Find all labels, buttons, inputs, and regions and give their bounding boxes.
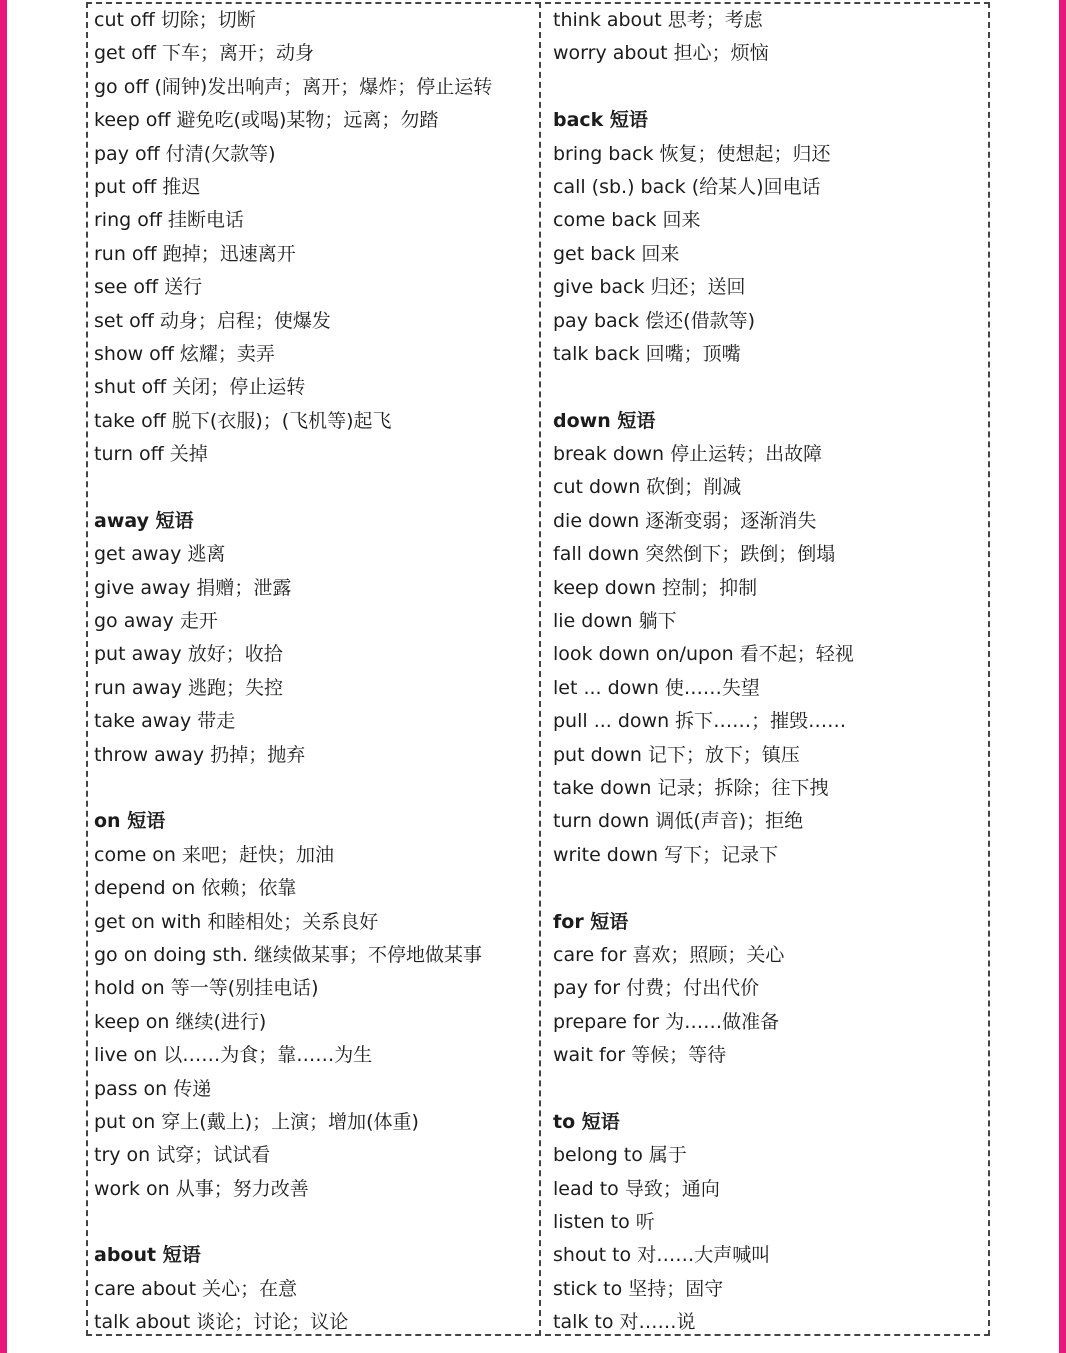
section-gap	[94, 471, 534, 504]
phrase-item: go off (闹钟)发出响声；离开；爆炸；停止运转	[94, 75, 493, 98]
for-section	[553, 906, 983, 1073]
left-edge-bar	[0, 0, 7, 1353]
back-section	[553, 104, 983, 371]
phrase-item: put away 放好；收拾	[94, 643, 283, 666]
phrase-item: pull ... down 拆下……；摧毁……	[553, 710, 847, 733]
phrase-item: try on 试穿；试试看	[94, 1144, 271, 1167]
section-gap	[94, 772, 534, 805]
phrase-item: belong to 属于	[553, 1144, 687, 1167]
phrase-item: see off 送行	[94, 276, 203, 299]
about-section	[94, 1239, 534, 1339]
phrase-item: shout to 对……大声喊叫	[553, 1244, 771, 1267]
down-section-title: down 短语	[553, 409, 656, 432]
phrase-item: put on 穿上(戴上)；上演；增加(体重)	[94, 1110, 419, 1133]
phrase-item: turn down 调低(声音)；拒绝	[553, 810, 804, 833]
phrase-item: run off 跑掉；迅速离开	[94, 242, 296, 265]
phrase-item: get away 逃离	[94, 543, 226, 566]
phrase-item: throw away 扔掉；抛弃	[94, 743, 306, 766]
phrase-item: think about 思考；考虑	[553, 9, 763, 31]
phrase-item: set off 动身；启程；使爆发	[94, 309, 331, 332]
phrase-item: come back 回来	[553, 209, 701, 232]
down-section	[553, 405, 983, 872]
phrase-item: pay for 付费；付出代价	[553, 977, 760, 1000]
on-section-title: on 短语	[94, 810, 166, 833]
phrase-item: keep off 避免吃(或喝)某物；远离；勿踏	[94, 109, 439, 132]
phrase-item: care for 喜欢；照顾；关心	[553, 943, 785, 966]
phrase-item: look down on/upon 看不起；轻视	[553, 643, 854, 666]
section-gap	[553, 71, 983, 104]
section-gap	[553, 371, 983, 404]
phrase-item: work on 从事；努力改善	[94, 1177, 309, 1200]
phrase-item: put down 记下；放下；镇压	[553, 743, 800, 766]
phrase-item: talk about 谈论；讨论；议论	[94, 1311, 349, 1334]
phrase-item: die down 逐渐变弱；逐渐消失	[553, 509, 817, 532]
phrase-item: turn off 关掉	[94, 443, 208, 466]
phrase-item: keep on 继续(进行)	[94, 1010, 267, 1033]
phrase-item: bring back 恢复；使想起；归还	[553, 142, 831, 165]
column-divider	[539, 2, 541, 1336]
phrase-item: break down 停止运转；出故障	[553, 443, 823, 466]
phrase-item: get on with 和睦相处；关系良好	[94, 910, 379, 933]
right-column	[553, 4, 983, 1340]
for-section-title: for 短语	[553, 910, 629, 933]
left-column	[94, 4, 534, 1340]
phrase-item: listen to 听	[553, 1211, 655, 1234]
phrase-item: let ... down 使……失望	[553, 676, 760, 699]
to-section-title: to 短语	[553, 1110, 620, 1133]
phrase-item: put off 推迟	[94, 175, 201, 198]
phrase-item: keep down 控制；抑制	[553, 576, 758, 599]
section-gap	[94, 1206, 534, 1239]
back-section-title: back 短语	[553, 109, 648, 132]
section-gap	[553, 872, 983, 905]
phrase-item: wait for 等候；等待	[553, 1044, 727, 1067]
phrase-item: worry about 担心；烦恼	[553, 42, 769, 65]
phrase-item: take off 脱下(衣服)；(飞机等)起飞	[94, 409, 392, 432]
phrase-item: hold on 等一等(别挂电话)	[94, 977, 319, 1000]
phrase-item: pay back 偿还(借款等)	[553, 309, 756, 332]
phrase-item: lie down 躺下	[553, 610, 677, 633]
about-continued-list	[553, 4, 983, 71]
phrase-item: take down 记录；拆除；往下拽	[553, 776, 829, 799]
phrase-item: fall down 突然倒下；跌倒；倒塌	[553, 543, 836, 566]
phrase-item: get back 回来	[553, 242, 680, 265]
phrase-item: shut off 关闭；停止运转	[94, 376, 306, 399]
phrase-item: prepare for 为……做准备	[553, 1010, 780, 1033]
phrase-item: pay off 付清(欠款等)	[94, 142, 276, 165]
phrase-item: cut down 砍倒；削减	[553, 476, 742, 499]
phrase-item: ring off 挂断电话	[94, 209, 244, 232]
phrase-item: get off 下车；离开；动身	[94, 42, 314, 65]
phrase-item: lead to 导致；通向	[553, 1177, 720, 1200]
phrase-item: depend on 依赖；依靠	[94, 877, 297, 900]
phrase-item: run away 逃跑；失控	[94, 676, 284, 699]
section-gap	[553, 1073, 983, 1106]
phrase-item: give away 捐赠；泄露	[94, 576, 292, 599]
phrase-item: give back 归还；送回	[553, 276, 746, 299]
on-section	[94, 805, 534, 1206]
phrase-item: go on doing sth. 继续做某事；不停地做某事	[94, 943, 483, 966]
phrase-item: come on 来吧；赶快；加油	[94, 843, 335, 866]
phrase-item: talk back 回嘴；顶嘴	[553, 342, 741, 365]
phrase-item: take away 带走	[94, 710, 236, 733]
away-section-title: away 短语	[94, 509, 194, 532]
to-section	[553, 1106, 983, 1340]
phrase-item: live on 以……为食；靠……为生	[94, 1044, 373, 1067]
phrase-item: cut off 切除；切断	[94, 9, 256, 31]
phrase-item: pass on 传递	[94, 1077, 212, 1100]
about-section-title: about 短语	[94, 1244, 201, 1267]
phrase-item: stick to 坚持；固守	[553, 1277, 724, 1300]
right-edge-bar	[1059, 0, 1066, 1353]
phrase-item: show off 炫耀；卖弄	[94, 342, 275, 365]
phrase-item: call (sb.) back (给某人)回电话	[553, 175, 821, 198]
away-section	[94, 505, 534, 772]
phrase-item: go away 走开	[94, 610, 218, 633]
phrase-item: care about 关心；在意	[94, 1277, 298, 1300]
phrase-item: write down 写下；记录下	[553, 843, 779, 866]
off-phrase-list	[94, 4, 534, 471]
phrase-item: talk to 对……说	[553, 1311, 696, 1334]
